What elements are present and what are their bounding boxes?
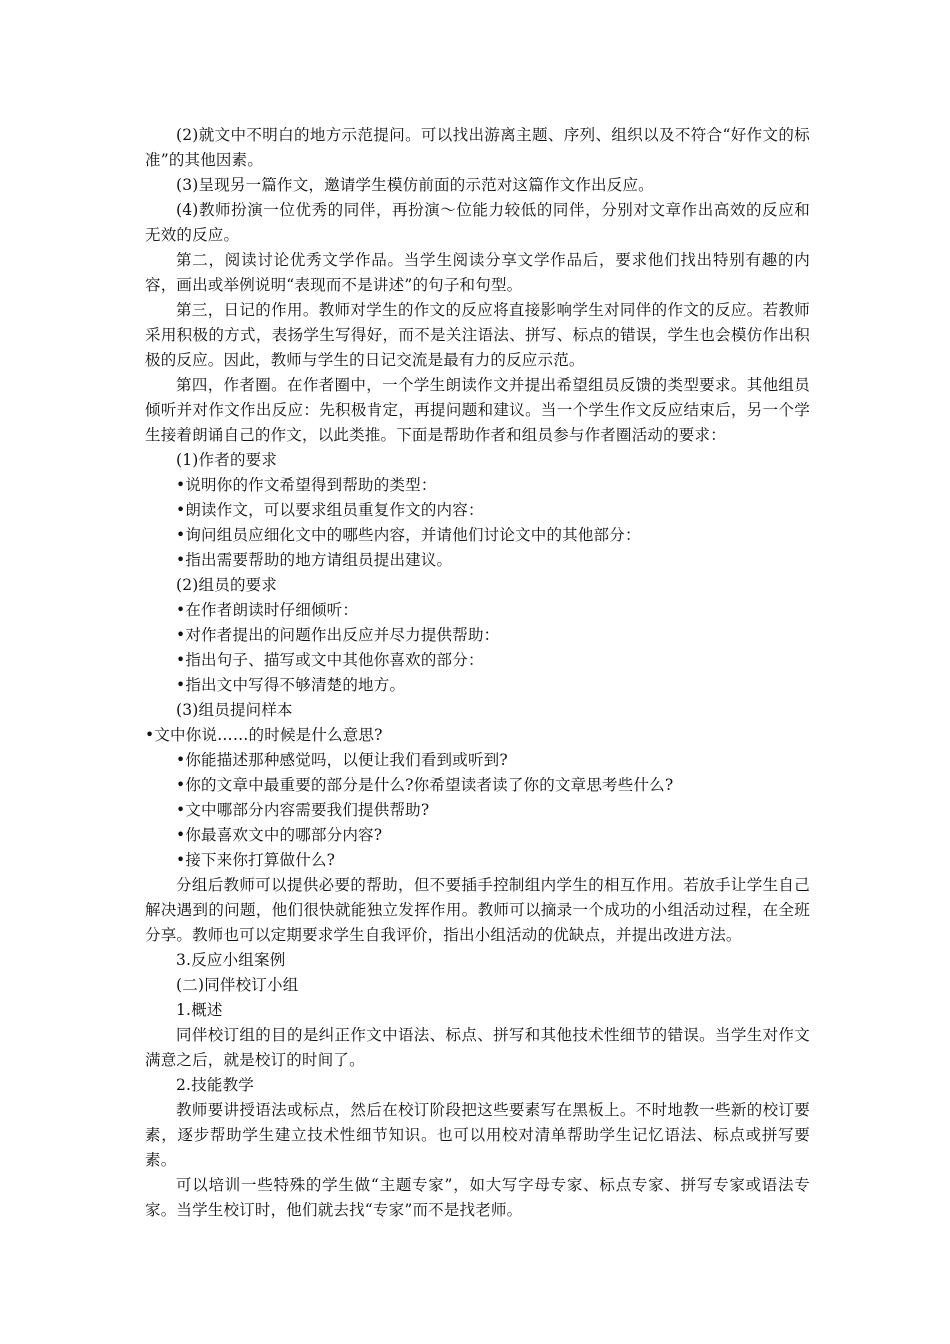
section-heading: 1.概述: [176, 1001, 223, 1019]
section-heading: (2)组员的要求: [176, 576, 278, 594]
paragraph: 第三，日记的作用。教师对学生的作文的反应将直接影响学生对同伴的作文的反应。若教师采用积极的方式，表扬学生写得好，而不是关注语法、拼写、标点的错误，学生也会模仿作出积极的反应。因此，教师与学生的日记交流是最有力的反应示范。: [145, 301, 810, 369]
section-heading: 2.技能教学: [176, 1076, 254, 1094]
document-page: [145, 123, 810, 1223]
paragraph: (4)教师扮演一位优秀的同伴，再扮演～位能力较低的同伴，分别对文章作出高效的反应和无效的反应。: [145, 201, 810, 244]
list-item: •指出文中写得不够清楚的地方。: [176, 676, 406, 694]
paragraph: 分组后教师可以提供必要的帮助，但不要插手控制组内学生的相互作用。若放手让学生自己解决遇到的问题，他们很快就能独立发挥作用。教师可以摘录一个成功的小组活动过程，在全班分享。教师也可以定期要求学生自我评价，指出小组活动的优缺点，并提出改进方法。: [145, 876, 810, 944]
section-heading: (3)组员提问样本: [176, 701, 293, 719]
list-item: •文中你说……的时候是什么意思?: [145, 726, 383, 744]
list-item: •你能描述那种感觉吗，以便让我们看到或听到?: [176, 751, 508, 769]
paragraph: 同伴校订组的目的是纠正作文中语法、标点、拼写和其他技术性细节的错误。当学生对作文满意之后，就是校订的时间了。: [145, 1026, 810, 1069]
paragraph: 可以培训一些特殊的学生做“主题专家”，如大写字母专家、标点专家、拼写专家或语法专家。当学生校订时，他们就去找“专家”而不是找老师。: [145, 1176, 810, 1219]
list-item: •询问组员应细化文中的哪些内容，并请他们讨论文中的其他部分：: [176, 526, 641, 544]
list-item: •你的文章中最重要的部分是什么?你希望读者读了你的文章思考些什么?: [176, 776, 674, 794]
paragraph: 教师要讲授语法或标点，然后在校订阶段把这些要素写在黑板上。不时地教一些新的校订要素，逐步帮助学生建立技术性细节知识。也可以用校对清单帮助学生记忆语法、标点或拼写要素。: [145, 1101, 810, 1169]
list-item: •你最喜欢文中的哪部分内容?: [176, 826, 383, 844]
section-heading: (二)同伴校订小组: [176, 976, 299, 994]
paragraph: (2)就文中不明白的地方示范提问。可以找出游离主题、序列、组织以及不符合“好作文的标准”的其他因素。: [145, 126, 810, 169]
list-item: •说明你的作文希望得到帮助的类型：: [176, 476, 437, 494]
list-item: •接下来你打算做什么?: [176, 851, 336, 869]
paragraph: 第四，作者圈。在作者圈中，一个学生朗读作文并提出希望组员反馈的类型要求。其他组员倾听并对作文作出反应：先积极肯定，再提问题和建议。当一个学生作文反应结束后，另一个学生接着朗诵自己的作文，以此类推。下面是帮助作者和组员参与作者圈活动的要求：: [145, 376, 810, 444]
list-item: •朗读作文，可以要求组员重复作文的内容：: [176, 501, 484, 519]
paragraph: (3)呈现另一篇作文，邀请学生模仿前面的示范对这篇作文作出反应。: [176, 176, 654, 194]
list-item: •文中哪部分内容需要我们提供帮助?: [176, 801, 430, 819]
list-item: •在作者朗读时仔细倾听：: [176, 601, 359, 619]
section-heading: 3.反应小组案例: [176, 951, 286, 969]
list-item: •指出句子、描写或文中其他你喜欢的部分：: [176, 651, 484, 669]
section-heading: (1)作者的要求: [176, 451, 278, 469]
paragraph: 第二，阅读讨论优秀文学作品。当学生阅读分享文学作品后，要求他们找出特别有趣的内容，画出或举例说明“表现而不是讲述”的句子和句型。: [145, 251, 810, 294]
list-item: •指出需要帮助的地方请组员提出建议。: [176, 551, 453, 569]
list-item: •对作者提出的问题作出反应并尽力提供帮助：: [176, 626, 500, 644]
